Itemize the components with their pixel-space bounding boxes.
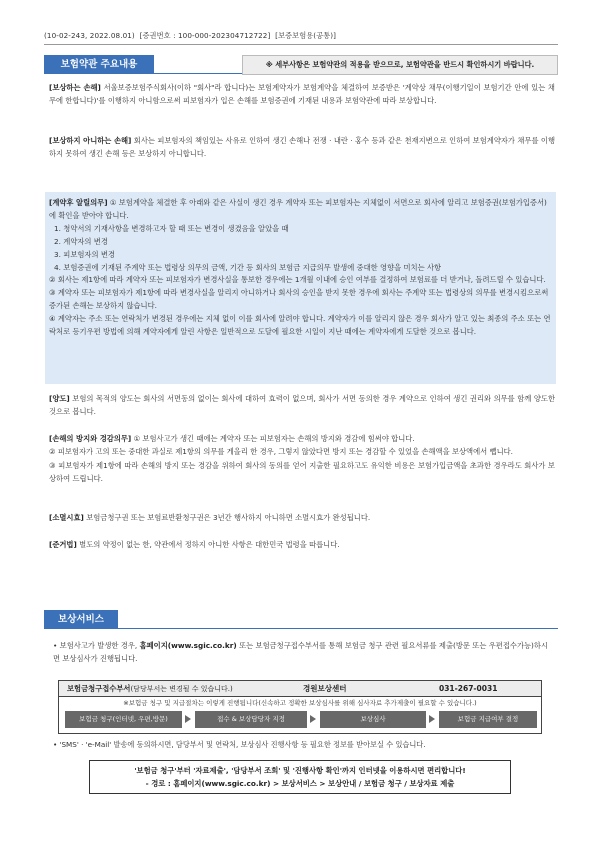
clause: ③ 피보험자가 제1항에 따라 손해의 방지 또는 경감을 위하여 회사의 동의를 얻어 지출한 필요하고도 유익한 비용은 보험가입금액을 초과한 경우라도 회사가 보상하여 드립니다.	[49, 460, 555, 484]
service-intro-prefix: • 보험사고가 발생한 경우,	[53, 641, 140, 650]
clause: ③ 계약자 또는 피보험자가 제1항에 따라 변경사실을 알리지 아니하거나 회사의 승인을 받지 못한 경우에 회사는 주계약 또는 법령상의 의무를 변경시킴으로써 증가된 손해는 보상하지 않습니다.	[49, 288, 549, 311]
claim-dept	[67, 681, 233, 697]
arrow-right-icon	[185, 715, 191, 723]
post-contract-paragraph	[49, 197, 552, 339]
clause: ② 피보험자가 고의 또는 중대한 과실로 제1항의 의무를 게을리 한 경우, 그렇지 않았다면 방지 또는 경감할 수 있었을 손해액을 보상액에서 뺍니다.	[49, 447, 513, 457]
list-item: 3. 피보험자의 변경	[54, 249, 115, 259]
sms-notice: • 'SMS' · 'e-Mail' 발송에 동의하시면, 담당부서 및 연락처, 보상심사 진행사항 등 필요한 정보를 받아보실 수 있습니다.	[53, 740, 426, 749]
clause: ④ 계약자는 주소 또는 연락처가 변경된 경우에는 지체 없이 이를 회사에 알려야 합니다. 계약자가 이를 알리지 않은 경우 회사가 알고 있는 최종의 주소 또는 연락처로 등기우편 방법에 의해 계약자에게 알린 사항은 일반적으로 도달에 필요한 시일이 지난 때에는 계약자에게 도달한 것으로 봅니다.	[49, 314, 551, 337]
service-intro	[53, 639, 548, 666]
governing-law-text: 별도의 약정이 없는 한, 약관에서 정하지 아니한 사항은 대한민국 법령을 따릅니다.	[76, 540, 340, 549]
list-item: 2. 계약자의 변경	[54, 236, 108, 246]
clause: ② 회사는 제1항에 따라 계약자 또는 피보험자가 변경사실을 통보한 경우에는 1개월 이내에 승인 여부를 결정하여 보험료를 더 받거나, 돌려드릴 수 있습니다.	[49, 275, 546, 285]
loss-prevention-label: [손해의 방지와 경감의무]	[49, 434, 132, 443]
certificate-number: [증권번호 : 100-000-202304712722]	[139, 31, 271, 40]
list-item: 1. 청약서의 기재사항을 변경하고자 할 때 또는 변경이 생겼음을 알았을 때	[54, 223, 289, 233]
claim-dept-label: 보험금청구접수부서	[67, 684, 131, 693]
statute-paragraph	[49, 511, 555, 524]
form-code: (10-02-243, 2022.08.01)	[44, 31, 135, 40]
exclusions-text: 회사는 피보험자의 책임있는 사유로 인하여 생긴 손해나 전쟁 · 내란 · 홍수 등과 같은 천재지변으로 인하여 보험계약자가 채무를 이행하지 못하여 생긴 손해 등은 보상하지 아니합니다.	[49, 136, 555, 159]
loss-prevention-intro: ① 보험사고가 생긴 때에는 계약자 또는 피보험자는 손해의 방지와 경감에 힘써야 합니다.	[131, 434, 415, 443]
governing-law-paragraph	[49, 538, 555, 551]
insurance-type: [보증보험용(공통)]	[275, 31, 337, 40]
list-item: 4. 보험증권에 기재된 주계약 또는 법령상 의무의 금액, 기간 등 회사의 보험금 지급의무 발생에 중대한 영향을 미치는 사항	[54, 262, 442, 272]
compensation-text: 서울보증보험주식회사(이하 "회사"라 합니다)는 보험계약자가 보험계약을 체결하여 보증받은 '계약상 채무(이행기일이 보험기간 안에 있는 채무에 한합니다)'를 이행하지 아니함으로써 피보험자가 입은 손해를 보험증권에 기재된 내용과 보험약관에 따라 보상합니다.	[49, 83, 555, 106]
exclusions-paragraph	[49, 134, 555, 161]
claim-process-note: ※보험금 청구 및 지급절차는 이렇게 진행됩니다(신속하고 정확한 보상심사를 위해 심사자료 추가제출이 필요할 수 있습니다.)	[123, 699, 477, 707]
claim-center-phone: 031-267-0031	[439, 684, 498, 693]
service-section-title: 보상서비스	[44, 610, 118, 629]
exclusions-label: [보상하지 아니하는 손해]	[49, 136, 132, 145]
statute-text: 보험금청구권 또는 보험료반환청구권은 3년간 행사하지 아니하면 소멸시효가 완성됩니다.	[83, 513, 371, 522]
step-assign: 접수 & 보상담당자 지정	[195, 711, 307, 728]
claim-center-name: 경원보상센터	[303, 684, 347, 693]
transfer-paragraph	[49, 392, 555, 419]
header-divider	[44, 44, 558, 45]
governing-law-label: [준거법]	[49, 540, 77, 549]
terms-notice: ※ 세부사항은 보험약관의 적용을 받으므로, 보험약관을 반드시 확인하시기 바랍니다.	[242, 55, 558, 75]
claim-steps	[65, 711, 535, 728]
service-intro-suffix: 또는 보험금청구접수부서를 통해 보험금 청구 관련 필요서류를 제출(방문 또는 우편접수가능)하시면 보상심사가 진행됩니다.	[53, 641, 548, 664]
claim-dept-note: (담당부서는 변경될 수 있습니다.)	[130, 685, 233, 693]
statute-label: [소멸시효]	[49, 513, 84, 522]
document-header-meta	[44, 31, 336, 41]
web-guide-path: - 경로 : 홈페이지(www.sgic.co.kr) > 보상서비스 > 보상안내 / 보험금 청구 / 보상자료 제출	[145, 779, 455, 788]
arrow-right-icon	[429, 715, 435, 723]
claim-table-header	[59, 681, 541, 697]
step-decision: 보험금 지급여부 결정	[439, 711, 537, 728]
loss-prevention-paragraph	[49, 432, 555, 486]
web-guide-box	[89, 760, 511, 794]
arrow-right-icon	[310, 715, 316, 723]
service-section-header	[44, 610, 558, 629]
post-contract-label: [계약후 알릴의무]	[49, 198, 108, 207]
step-review: 보상심사	[320, 711, 426, 728]
compensation-label: [보상하는 손해]	[49, 83, 101, 92]
terms-section-header	[44, 55, 558, 74]
terms-section-title: 보험약관 주요내용	[44, 55, 154, 74]
homepage-link[interactable]: 홈페이지(www.sgic.co.kr)	[139, 641, 237, 650]
web-guide-line1: '보험금 청구'부터 '자료제출', '담당부서 조회' 및 '진행사항 확인'까지 인터넷을 이용하시면 편리합니다!	[134, 766, 466, 775]
transfer-text: 보험의 목적의 양도는 회사의 서면동의 없이는 회사에 대하여 효력이 없으며, 회사가 서면 동의한 경우 계약으로 인하여 생긴 권리와 의무를 함께 양도한 것으로 봅니다.	[49, 394, 555, 417]
compensation-paragraph	[49, 81, 555, 108]
section-underline	[118, 628, 558, 629]
post-contract-intro: ① 보험계약을 체결한 후 아래와 같은 사실이 생긴 경우 계약자 또는 피보험자는 지체없이 서면으로 회사에 알리고 보험증권(보험가입증서)에 확인을 받아야 합니다.	[49, 198, 547, 220]
claim-process-table	[58, 680, 542, 734]
step-claim: 보험금 청구(인터넷, 우편,방문)	[65, 711, 182, 728]
transfer-label: [양도]	[49, 394, 70, 403]
